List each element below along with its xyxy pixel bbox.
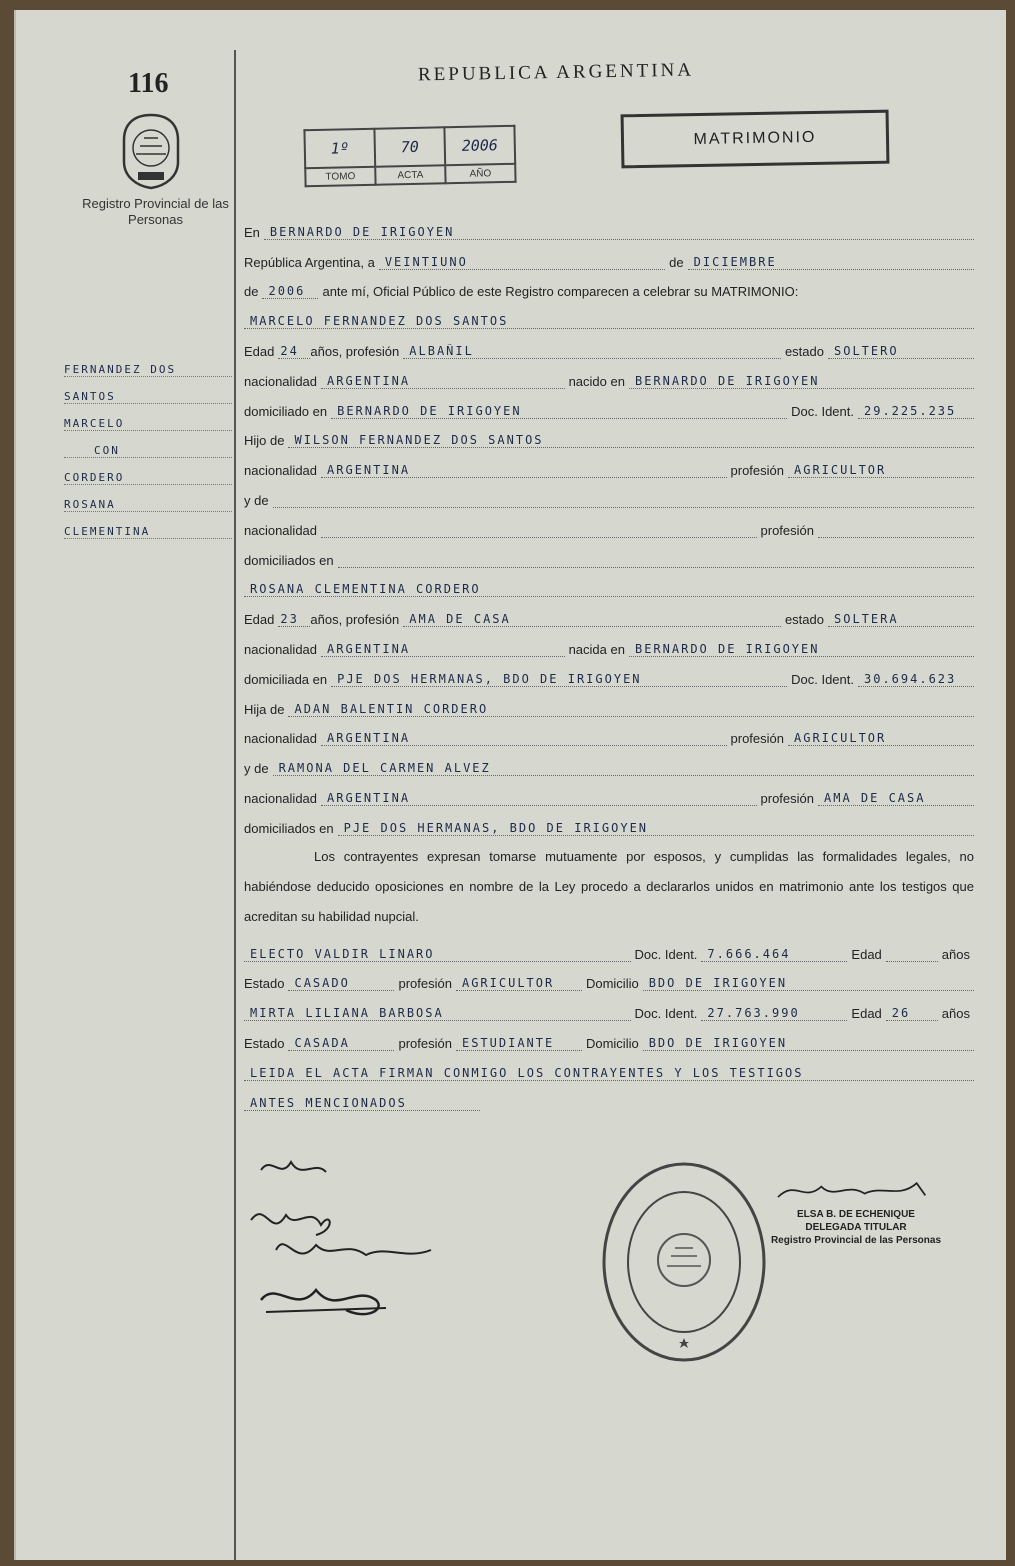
witness2-detail-line — [244, 1021, 974, 1051]
label: nacionalidad — [244, 373, 318, 389]
provincial-seal-icon — [116, 112, 186, 190]
place-value: BERNARDO DE IRIGOYEN — [264, 225, 974, 240]
year-value: 2006 — [262, 284, 318, 299]
label: profesión — [730, 731, 784, 747]
label: Doc. Ident. — [791, 671, 854, 687]
closing-line — [244, 1051, 974, 1081]
bride-domicile-line — [244, 657, 974, 687]
bride-father-line — [244, 687, 974, 717]
label: profesión — [730, 463, 784, 479]
groom-mother-line — [244, 478, 974, 508]
label: profesión — [760, 522, 814, 538]
label: estado — [784, 343, 824, 359]
witness2-line — [244, 991, 974, 1021]
label: domiciliados en — [244, 820, 334, 836]
label: Doc. Ident. — [791, 403, 854, 419]
bride-father-nat-line — [244, 717, 974, 747]
form-body — [244, 210, 974, 1111]
bride-mother-nat-line — [244, 776, 974, 806]
bride-father-profession: AGRICULTOR — [788, 731, 974, 746]
groom-father-nationality: ARGENTINA — [321, 463, 727, 478]
closing-line — [244, 1081, 974, 1111]
margin-note-line: FERNANDEZ DOS — [64, 350, 232, 377]
margin-rule — [234, 50, 236, 1560]
signatures — [246, 1150, 446, 1350]
date-line — [244, 240, 974, 270]
groom-mother-profession — [818, 537, 974, 538]
registry-name: Registro Provincial de las Personas — [82, 196, 229, 227]
certificate-page — [14, 10, 1006, 1560]
bride-domicile: PJE DOS HERMANAS, BDO DE IRIGOYEN — [331, 672, 787, 687]
groom-domicile: BERNARDO DE IRIGOYEN — [331, 404, 787, 419]
label: años — [941, 946, 970, 962]
label: Edad — [851, 946, 882, 962]
label: República Argentina, a — [244, 254, 375, 270]
groom-mother-nat-line — [244, 508, 974, 538]
witness1-age — [886, 961, 938, 962]
witness1-profession: AGRICULTOR — [456, 976, 582, 991]
witness2-domicile: BDO DE IRIGOYEN — [643, 1036, 974, 1051]
declaration-text: Los contrayentes expresan tomarse mutuamente por esposos, y cumplidas las formalidades legales, no habiéndose deducido oposiciones en nombre de la Ley procedo a declararlos unidos en matrimonio ante los testigos que acreditan su habilidad nupcial. — [244, 848, 974, 924]
margin-note-line: ROSANA — [64, 485, 232, 512]
page-number: 116 — [128, 68, 169, 99]
groom-birthplace: BERNARDO DE IRIGOYEN — [629, 374, 974, 389]
label: Edad — [244, 343, 275, 359]
bride-parents-domicile: PJE DOS HERMANAS, BDO DE IRIGOYEN — [338, 821, 974, 836]
bride-age-line — [244, 597, 974, 627]
ano-label: AÑO — [445, 164, 515, 183]
groom-doc: 29.225.235 — [858, 404, 974, 419]
margin-note-line: CON — [64, 431, 232, 458]
month-value: DICIEMBRE — [688, 255, 974, 270]
label: nacionalidad — [244, 731, 318, 747]
bride-state: SOLTERA — [828, 612, 974, 627]
tomo-label: TOMO — [305, 167, 375, 186]
label: nacionalidad — [244, 641, 318, 657]
year-line — [244, 270, 974, 300]
witness2-profession: ESTUDIANTE — [456, 1036, 582, 1051]
closing-text: LEIDA EL ACTA FIRMAN CONMIGO LOS CONTRAYENTES Y LOS TESTIGOS — [244, 1066, 974, 1081]
label: Domicilio — [585, 1035, 639, 1051]
place-line — [244, 210, 974, 240]
official-stamp-text — [736, 1178, 976, 1247]
groom-father-nat-line — [244, 448, 974, 478]
witness1-detail-line — [244, 962, 974, 992]
label: nacido en — [568, 373, 625, 389]
label: profesión — [398, 1035, 452, 1051]
label: Doc. Ident. — [634, 1006, 698, 1022]
official-signature-icon — [736, 1178, 976, 1204]
label: Estado — [244, 976, 285, 992]
margin-note — [64, 350, 232, 539]
label: domiciliados en — [244, 552, 334, 568]
label: nacionalidad — [244, 463, 318, 479]
label: años, profesión — [310, 343, 400, 359]
witness2-state: CASADA — [288, 1036, 394, 1051]
margin-note-line: CORDERO — [64, 458, 232, 485]
bride-mother-profession: AMA DE CASA — [818, 791, 974, 806]
witness1-line — [244, 932, 974, 962]
label: domiciliado en — [244, 403, 328, 419]
groom-nationality-line — [244, 359, 974, 389]
bride-birthplace: BERNARDO DE IRIGOYEN — [629, 642, 974, 657]
label: ante mí, Oficial Público de este Registro comparecen a celebrar su MATRIMONIO: — [322, 284, 799, 300]
label: nacionalidad — [244, 522, 318, 538]
bride-name: ROSANA CLEMENTINA CORDERO — [244, 582, 974, 597]
official-name: ELSA B. DE ECHENIQUE — [797, 1209, 915, 1220]
margin-note-line: CLEMENTINA — [64, 512, 232, 539]
acta-value: 70 — [374, 127, 445, 166]
witness1-doc: 7.666.464 — [701, 947, 847, 962]
groom-father-profession: AGRICULTOR — [788, 463, 974, 478]
bride-nationality-line — [244, 627, 974, 657]
groom-domicile-line — [244, 389, 974, 419]
document-type: MATRIMONIO — [621, 110, 890, 169]
country-title: REPUBLICA ARGENTINA — [417, 59, 695, 86]
bride-mother: RAMONA DEL CARMEN ALVEZ — [273, 761, 974, 776]
label: y de — [244, 761, 269, 777]
label: y de — [244, 492, 269, 508]
groom-name: MARCELO FERNANDEZ DOS SANTOS — [244, 314, 974, 329]
groom-parents-domicile — [338, 567, 974, 568]
tomo-value: 1º — [304, 129, 375, 168]
bride-nationality: ARGENTINA — [321, 642, 565, 657]
groom-father: WILSON FERNANDEZ DOS SANTOS — [288, 433, 974, 448]
groom-state: SOLTERO — [828, 344, 974, 359]
label: Hija de — [244, 701, 285, 717]
bride-mother-nationality: ARGENTINA — [321, 791, 757, 806]
ano-value: 2006 — [444, 126, 515, 165]
bride-father: ADAN BALENTIN CORDERO — [288, 702, 974, 717]
margin-note-line: SANTOS — [64, 377, 232, 404]
witness1-state: CASADO — [288, 976, 394, 991]
groom-father-line — [244, 419, 974, 449]
label: Doc. Ident. — [634, 946, 698, 962]
groom-age-line — [244, 329, 974, 359]
label: Hijo de — [244, 433, 285, 449]
closing-text: ANTES MENCIONADOS — [244, 1096, 480, 1111]
groom-mother — [273, 507, 974, 508]
label: profesión — [760, 790, 814, 806]
groom-profession: ALBAÑIL — [403, 344, 781, 359]
label: En — [244, 224, 260, 240]
acta-label: ACTA — [375, 165, 445, 184]
day-value: VEINTIUNO — [379, 255, 665, 270]
bride-parents-domicile-line — [244, 806, 974, 836]
label: años — [941, 1006, 970, 1022]
label: Edad — [851, 1006, 882, 1022]
groom-mother-nationality — [321, 537, 757, 538]
witness2-age: 26 — [886, 1006, 938, 1021]
declaration-block — [244, 836, 974, 932]
official-role: DELEGADA TITULAR — [805, 1222, 907, 1233]
label: Estado — [244, 1035, 285, 1051]
label: de — [244, 284, 259, 300]
record-table — [303, 125, 516, 187]
label: nacionalidad — [244, 790, 318, 806]
bride-name-line — [244, 568, 974, 598]
label: Domicilio — [585, 976, 639, 992]
bride-father-nationality: ARGENTINA — [321, 731, 727, 746]
label: nacida en — [568, 641, 625, 657]
groom-nationality: ARGENTINA — [321, 374, 565, 389]
label: domiciliada en — [244, 671, 328, 687]
groom-age: 24 — [278, 344, 310, 359]
bride-profession: AMA DE CASA — [403, 612, 781, 627]
bride-doc: 30.694.623 — [858, 672, 974, 687]
label: de — [669, 254, 684, 270]
witness1-domicile: BDO DE IRIGOYEN — [643, 976, 974, 991]
label: profesión — [398, 976, 452, 992]
witness2-doc: 27.763.990 — [701, 1006, 847, 1021]
margin-note-line: MARCELO — [64, 404, 232, 431]
label: años, profesión — [310, 612, 400, 628]
label: estado — [784, 612, 824, 628]
witness1-name: ELECTO VALDIR LINARO — [244, 947, 631, 962]
groom-name-line — [244, 299, 974, 329]
bride-age: 23 — [278, 612, 310, 627]
groom-parents-domicile-line — [244, 538, 974, 568]
witness2-name: MIRTA LILIANA BARBOSA — [244, 1006, 631, 1021]
bride-mother-line — [244, 746, 974, 776]
official-office: Registro Provincial de las Personas — [770, 1235, 942, 1246]
label: Edad — [244, 612, 275, 628]
